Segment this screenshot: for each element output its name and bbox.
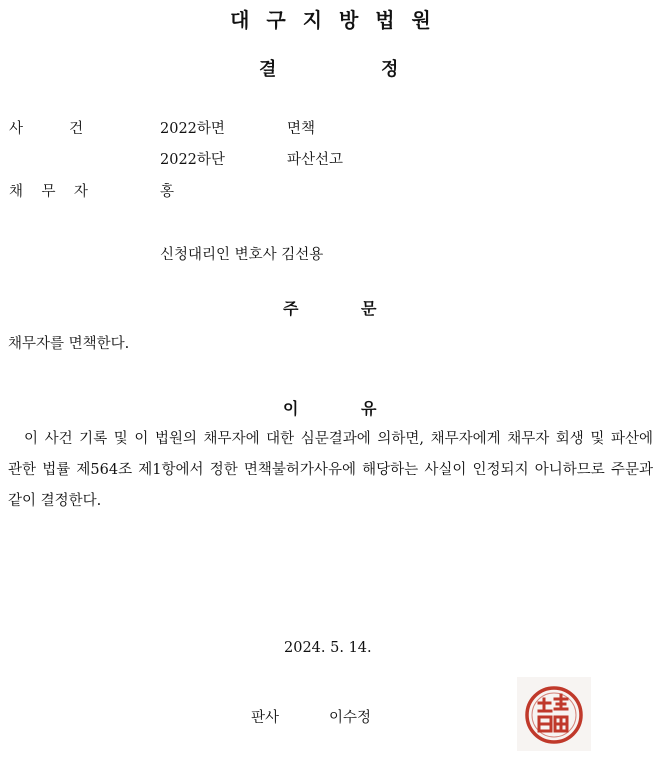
- representative: 신청대리인 변호사 김선용: [160, 247, 324, 263]
- debtor-name: 홍: [160, 184, 175, 200]
- case-number-1: 2022하면: [160, 121, 225, 137]
- doc-type-right: 정: [381, 59, 399, 80]
- doc-type-left: 결: [259, 59, 277, 80]
- reason-heading-right: 유: [361, 399, 377, 418]
- case-number-2: 2022하단: [160, 152, 225, 168]
- judge-title: 판사: [251, 710, 280, 726]
- reason-heading-left: 이: [283, 399, 299, 418]
- judge-seal-icon: [517, 677, 591, 751]
- case-label: [9, 117, 83, 138]
- case-name-1: 면책: [287, 121, 316, 137]
- court-name: 대 구 지 방 법 원: [230, 8, 433, 32]
- judge-name: 이수정: [329, 710, 372, 726]
- order-heading-right: 문: [361, 299, 377, 318]
- order-text: 채무자를 면책한다.: [8, 336, 130, 352]
- case-label-text: 사 건: [9, 121, 84, 137]
- debtor-label: 채 무 자: [9, 184, 88, 200]
- order-heading-left: 주: [283, 299, 299, 318]
- case-name-2: 파산선고: [287, 152, 344, 168]
- decision-date: 2024. 5. 14.: [284, 640, 372, 656]
- reason-text: 이 사건 기록 및 이 법원의 채무자에 대한 심문결과에 의하면, 채무자에게 채무자 회생 및 파산에 관한 법률 제564조 제1항에서 정한 면책불허가사유에 해당하는 사실이 인정되지 아니하므로 주문과 같이 결정한다.: [8, 431, 653, 509]
